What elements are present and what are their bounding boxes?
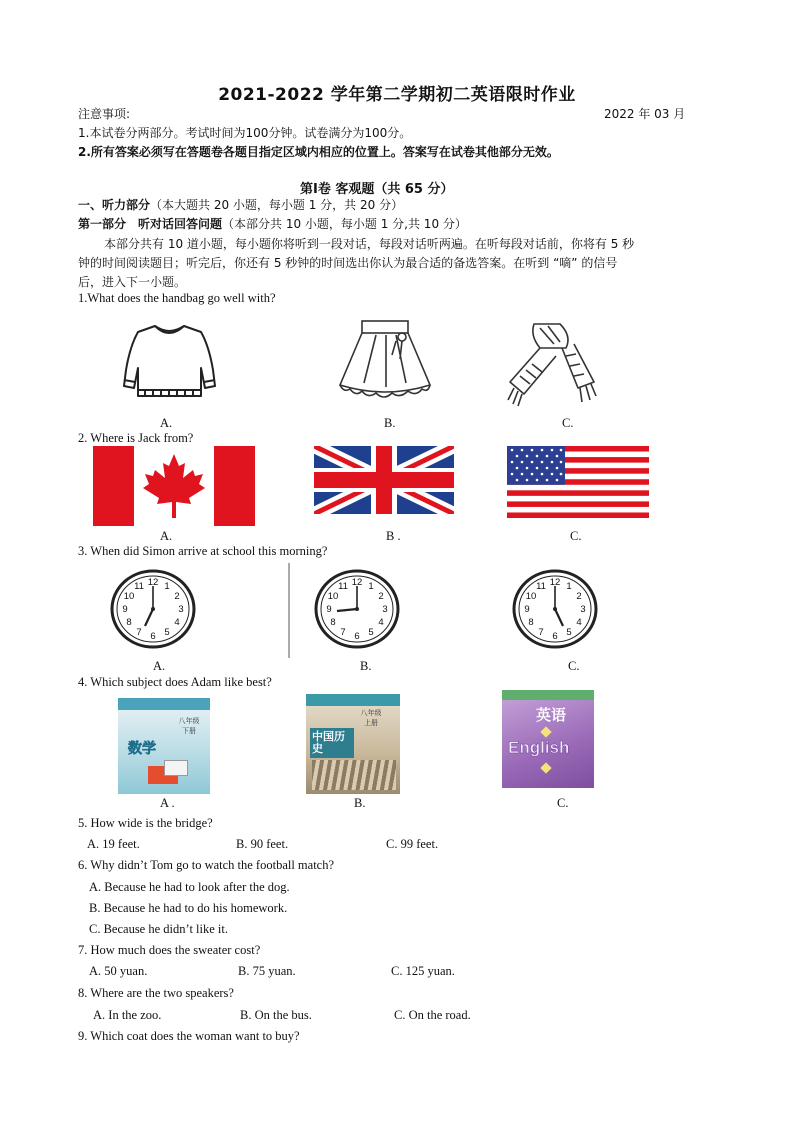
- exam-date: 2022 年 03 月: [604, 107, 686, 121]
- q3-option-a: A.: [153, 659, 166, 673]
- q8-option-b: B. On the bus.: [240, 1008, 312, 1022]
- q4-option-c: C.: [557, 796, 569, 810]
- q5-option-c: C. 99 feet.: [386, 837, 439, 851]
- q4-option-b: B.: [354, 796, 366, 810]
- svg-text:10: 10: [123, 591, 135, 602]
- english-textbook: [502, 690, 594, 788]
- svg-text:3: 3: [580, 604, 586, 615]
- history-book-graphic: [312, 760, 396, 790]
- svg-text:2: 2: [174, 591, 180, 602]
- q3-option-c: C.: [568, 659, 580, 673]
- svg-text:10: 10: [525, 591, 537, 602]
- q7-option-c: C. 125 yuan.: [391, 964, 455, 978]
- sweater-image: [117, 318, 222, 410]
- history-book-grade: 八年级: [360, 709, 382, 717]
- q1-option-b: B.: [384, 416, 396, 430]
- svg-text:11: 11: [338, 581, 348, 592]
- instructions-line-2: 钟的时间阅读题目；听完后，你还有 5 秒钟的时间选出你认为最合适的备选答案。在听到 “嘀” 的信号: [78, 256, 618, 270]
- uk-flag: [314, 446, 454, 514]
- svg-text:1: 1: [164, 581, 170, 592]
- svg-text:5: 5: [368, 627, 374, 638]
- q1-option-c: C.: [562, 416, 574, 430]
- q5-option-a: A. 19 feet.: [87, 837, 140, 851]
- q7-option-a: A. 50 yuan.: [89, 964, 148, 978]
- q6-option-c: C. Because he didn’t like it.: [89, 922, 228, 936]
- english-book-title-en: English: [508, 738, 570, 757]
- clock-b: [312, 568, 402, 650]
- svg-text:5: 5: [164, 627, 170, 638]
- svg-text:11: 11: [536, 581, 546, 592]
- english-book-title-cn: 英语: [536, 706, 567, 724]
- q8-option-a: A. In the zoo.: [93, 1008, 162, 1022]
- page-title: 2021-2022 学年第二学期初二英语限时作业: [218, 85, 576, 105]
- math-book-band: [118, 698, 210, 710]
- clock-a: [108, 568, 198, 650]
- question-9: 9. Which coat does the woman want to buy?: [78, 1029, 300, 1043]
- section-1-detail: （本大题共 20 小题，每小题 1 分，共 20 分）: [150, 198, 404, 212]
- svg-text:1: 1: [566, 581, 572, 592]
- history-book-title: 中国历史: [310, 728, 354, 758]
- q6-option-a: A. Because he had to look after the dog.: [89, 880, 290, 894]
- svg-text:8: 8: [528, 617, 534, 628]
- question-4: 4. Which subject does Adam like best?: [78, 675, 272, 689]
- q2-option-a: A.: [160, 529, 173, 543]
- question-2: 2. Where is Jack from?: [78, 431, 194, 445]
- question-3: 3. When did Simon arrive at school this morning?: [78, 544, 328, 558]
- svg-text:1: 1: [368, 581, 374, 592]
- volume-title: 第Ⅰ卷 客观题（共 65 分）: [300, 182, 454, 197]
- svg-text:10: 10: [327, 591, 339, 602]
- q6-option-b: B. Because he had to do his homework.: [89, 901, 288, 915]
- svg-text:6: 6: [552, 631, 558, 642]
- history-book-term: 上册: [364, 719, 378, 727]
- svg-text:2: 2: [378, 591, 384, 602]
- svg-text:9: 9: [524, 604, 530, 615]
- section-1-heading: [78, 196, 403, 213]
- q8-option-c: C. On the road.: [394, 1008, 471, 1022]
- note-2: 2.所有答案必须写在答题卷各题目指定区域内相应的位置上。答案写在试卷其他部分无效。: [78, 145, 559, 159]
- divider-line: [288, 563, 290, 658]
- canada-flag: [93, 446, 255, 526]
- svg-text:7: 7: [538, 627, 544, 638]
- math-textbook: [118, 698, 210, 794]
- svg-text:8: 8: [126, 617, 132, 628]
- svg-text:9: 9: [122, 604, 128, 615]
- history-textbook: [306, 694, 400, 794]
- part-1-detail: （本部分共 10 小题，每小题 1 分,共 10 分）: [222, 217, 467, 231]
- skirt-image: [330, 315, 440, 407]
- svg-text:9: 9: [326, 604, 332, 615]
- svg-text:7: 7: [340, 627, 346, 638]
- q5-option-b: B. 90 feet.: [236, 837, 289, 851]
- question-5: 5. How wide is the bridge?: [78, 816, 213, 830]
- svg-text:7: 7: [136, 627, 142, 638]
- question-7: 7. How much does the sweater cost?: [78, 943, 261, 957]
- svg-text:12: 12: [549, 577, 561, 588]
- question-8: 8. Where are the two speakers?: [78, 986, 234, 1000]
- usa-flag: [507, 446, 649, 518]
- svg-text:6: 6: [354, 631, 360, 642]
- part-1-heading: [78, 215, 467, 232]
- question-1: 1.What does the handbag go well with?: [78, 291, 276, 305]
- q7-option-b: B. 75 yuan.: [238, 964, 296, 978]
- svg-text:12: 12: [351, 577, 363, 588]
- math-book-title: 数学: [128, 741, 156, 757]
- math-book-grade: 八年级: [178, 717, 200, 725]
- svg-text:2: 2: [576, 591, 582, 602]
- svg-text:11: 11: [134, 581, 144, 592]
- history-book-band: [306, 694, 400, 706]
- q3-option-b: B.: [360, 659, 372, 673]
- part-1-label: 第一部分 听对话回答问题: [78, 217, 223, 231]
- q4-option-a: A .: [160, 796, 175, 810]
- svg-text:6: 6: [150, 631, 156, 642]
- q2-option-c: C.: [570, 529, 582, 543]
- star-icon: [540, 762, 551, 773]
- svg-text:12: 12: [147, 577, 159, 588]
- q1-option-a: A.: [160, 416, 173, 430]
- english-book-band: [502, 690, 594, 700]
- svg-text:4: 4: [576, 617, 582, 628]
- svg-text:3: 3: [382, 604, 388, 615]
- question-6: 6. Why didn’t Tom go to watch the football match?: [78, 858, 335, 872]
- svg-text:8: 8: [330, 617, 336, 628]
- svg-text:3: 3: [178, 604, 184, 615]
- star-icon: [540, 726, 551, 737]
- instructions-line-3: 后，进入下一小题。: [78, 275, 187, 289]
- clock-c: [510, 568, 600, 650]
- q2-option-b: B .: [386, 529, 401, 543]
- svg-text:4: 4: [174, 617, 180, 628]
- note-1: 1.本试卷分两部分。考试时间为100分钟。试卷满分为100分。: [78, 126, 412, 140]
- svg-text:4: 4: [378, 617, 384, 628]
- notice-label: 注意事项:: [78, 107, 131, 121]
- section-1-label: 一、听力部分: [78, 198, 151, 212]
- svg-text:5: 5: [566, 627, 572, 638]
- instructions-line-1: 本部分共有 10 道小题，每小题你将听到一段对话，每段对话听两遍。在听每段对话前，你将有 5 秒: [104, 237, 635, 251]
- scarf-image: [500, 318, 600, 410]
- math-book-term: 下册: [182, 727, 196, 735]
